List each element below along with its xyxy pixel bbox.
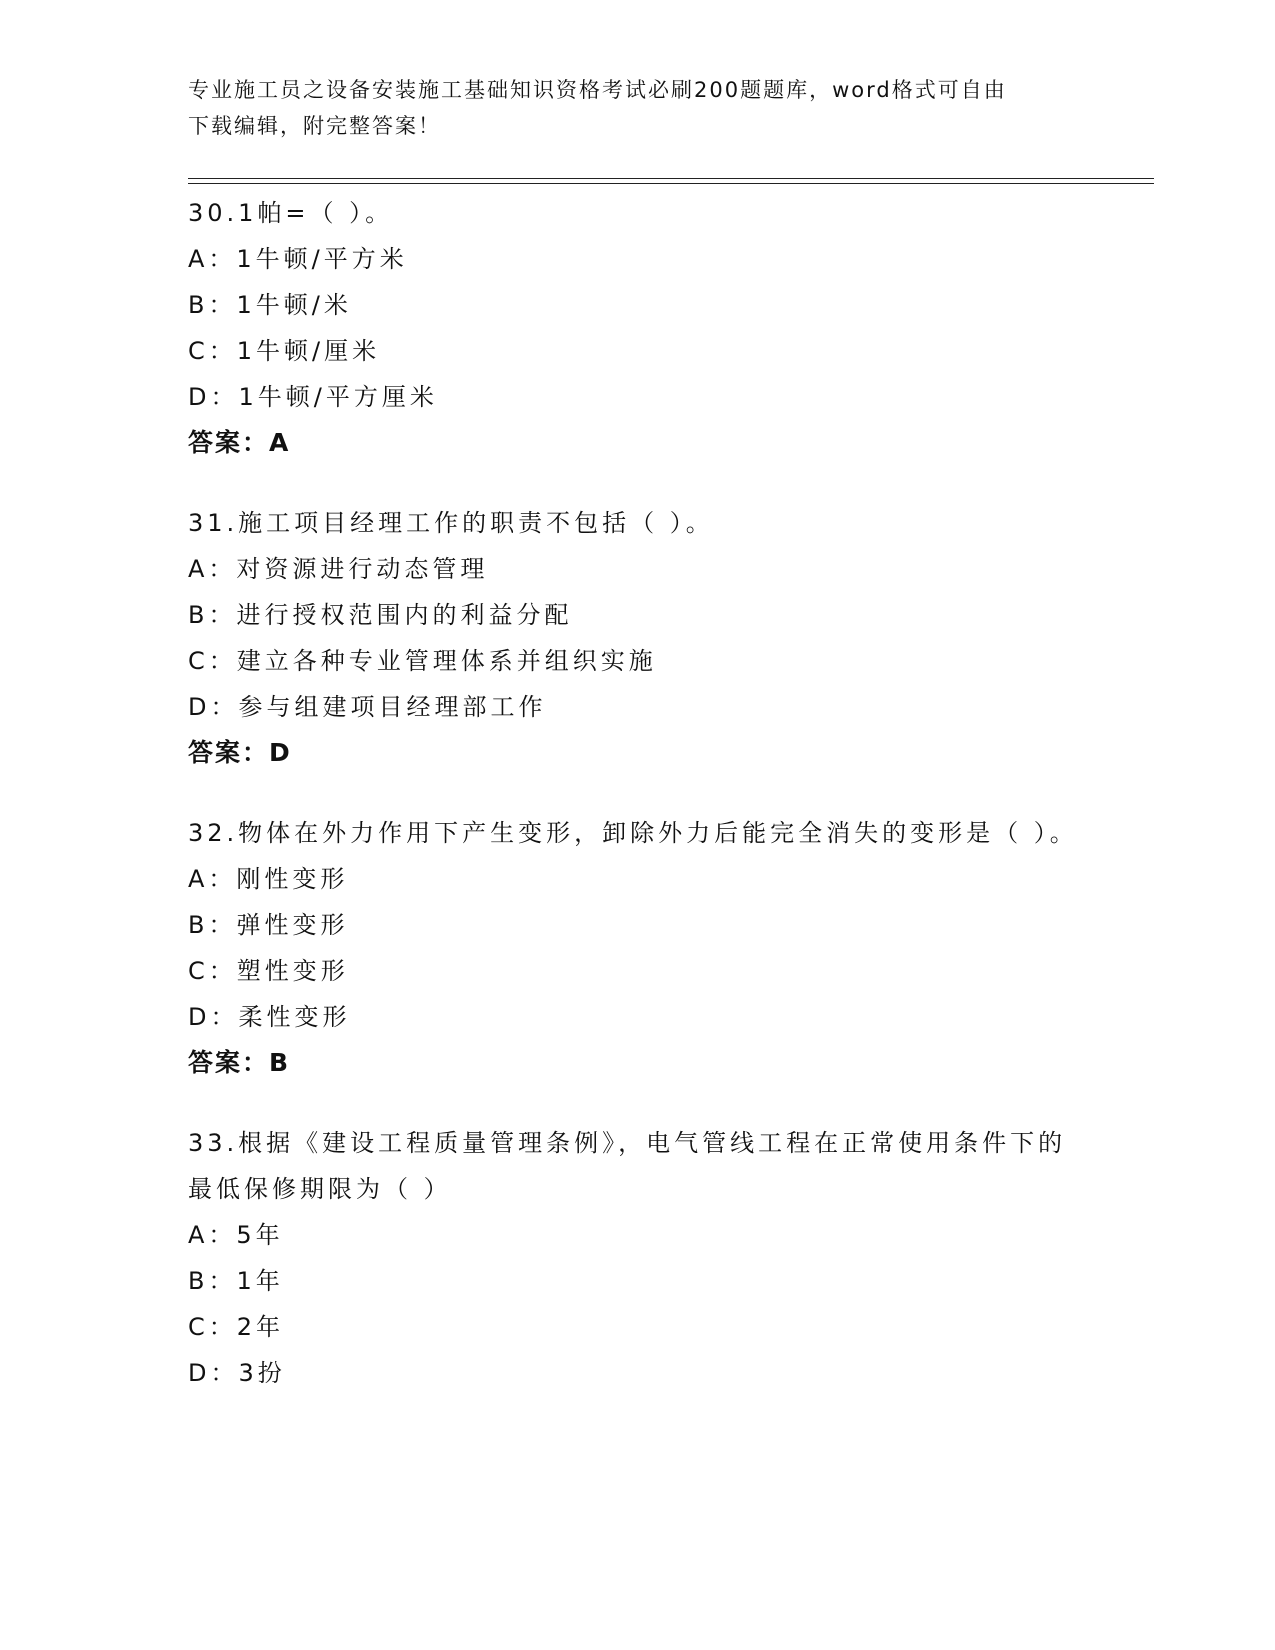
option-c: C：塑性变形 [188,957,349,985]
option-a: A：1牛顿/平方米 [188,245,408,273]
answer-label: 答案：D [188,738,292,767]
option-a: A：5年 [188,1221,284,1249]
header-line-1: 专业施工员之设备安装施工基础知识资格考试必刷200题题库，word格式可自由 [188,78,1007,102]
option-c: C：建立各种专业管理体系并组织实施 [188,647,657,675]
option-d: D：参与组建项目经理部工作 [188,693,547,721]
question-30 [188,190,1088,466]
question-32 [188,810,1088,1086]
question-list [188,190,1088,1430]
header-line-2: 下载编辑，附完整答案！ [188,114,441,138]
question-stem: 33.根据《建设工程质量管理条例》，电气管线工程在正常使用条件下的最低保修期限为（ ） [188,1129,1067,1203]
option-a: A：刚性变形 [188,865,349,893]
option-c: C：2年 [188,1313,285,1341]
document-header [188,72,1088,144]
option-b: B：1年 [188,1267,284,1295]
answer-label: 答案：A [188,428,291,457]
question-stem: 30.1帕=（ ）。 [188,199,394,227]
question-stem: 31.施工项目经理工作的职责不包括（ ）。 [188,509,714,537]
option-c: C：1牛顿/厘米 [188,337,381,365]
option-b: B：进行授权范围内的利益分配 [188,601,573,629]
option-d: D：3扮 [188,1359,286,1387]
header-divider-top [188,178,1154,179]
question-stem: 32.物体在外力作用下产生变形，卸除外力后能完全消失的变形是（ ）。 [188,819,1078,847]
option-d: D：1牛顿/平方厘米 [188,383,438,411]
question-31 [188,500,1088,776]
header-divider-bottom [188,183,1154,184]
option-a: A：对资源进行动态管理 [188,555,489,583]
answer-label: 答案：B [188,1048,291,1077]
option-b: B：弹性变形 [188,911,349,939]
option-d: D：柔性变形 [188,1003,351,1031]
question-33 [188,1120,1088,1396]
option-b: B：1牛顿/米 [188,291,352,319]
